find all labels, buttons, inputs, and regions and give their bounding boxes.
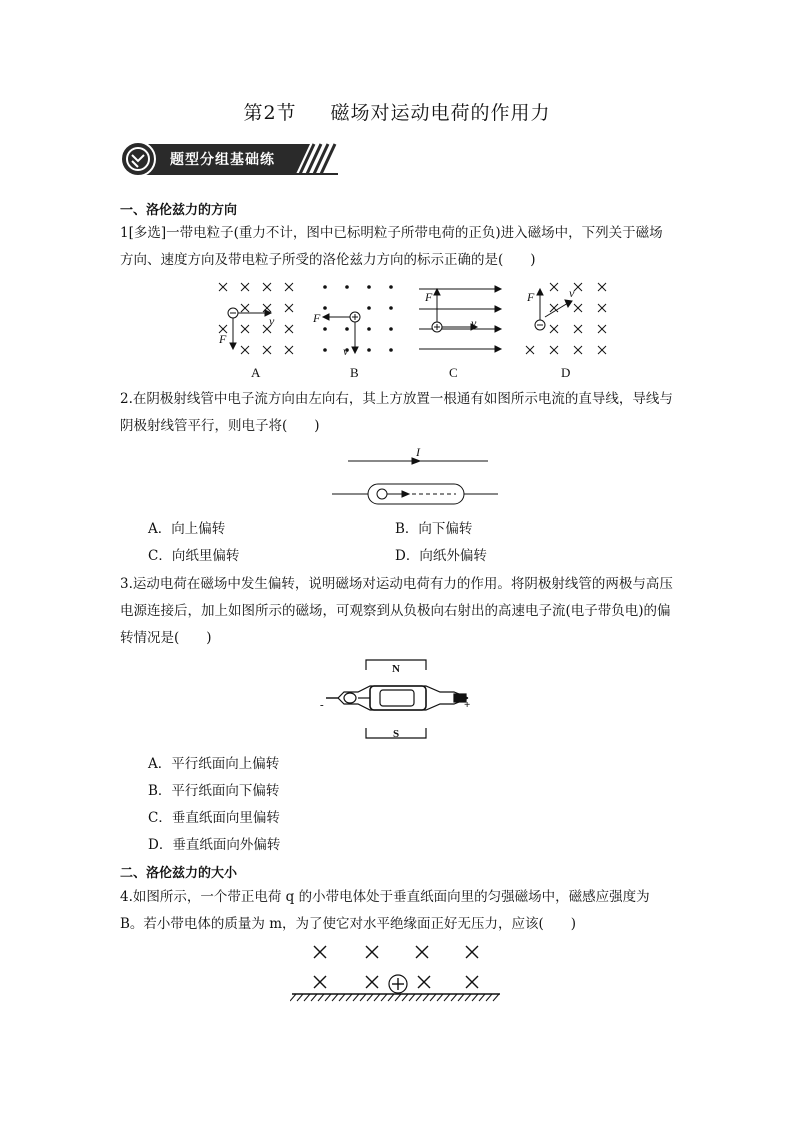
field-cross xyxy=(526,346,534,354)
ground-hatch xyxy=(472,994,478,1001)
ground-hatch xyxy=(486,994,492,1001)
field-arrow xyxy=(495,306,501,312)
q1-text: 1[多选]一带电粒子(重力不计，图中已标明粒子所带电荷的正负)进入磁场中，下列关于磁场方向、速度方向及带电粒子所受的洛伦兹力方向的标示正确的是( ) xyxy=(120,225,663,268)
q3-figure xyxy=(318,652,478,746)
banner-label: 题型分组基础练 xyxy=(170,152,275,168)
field-cross xyxy=(598,283,606,291)
q2-option-b[interactable]: B．向下偏转 xyxy=(395,521,473,537)
fig-b-v: v xyxy=(343,344,349,358)
ground-hatch xyxy=(381,994,387,1001)
field-arrow xyxy=(495,346,501,352)
part2-heading: 二、洛伦兹力的大小 xyxy=(120,866,238,881)
ground-hatch xyxy=(388,994,394,1001)
fig-label-d: D xyxy=(561,365,571,380)
fig-label-a: A xyxy=(251,365,261,380)
fig-label-b: B xyxy=(350,365,359,380)
plus-label: + xyxy=(464,699,471,711)
ground-hatch xyxy=(409,994,415,1001)
q4-text: 4.如图所示，一个带正电荷 q 的小带电体处于垂直纸面向里的匀强磁场中，磁感应强度为 B。若小带电体的质量为 m，为了使它对水平绝缘面正好无压力，应该( ) xyxy=(120,889,650,932)
fig-b xyxy=(323,312,360,353)
field-cross xyxy=(366,946,378,958)
q1-figures xyxy=(205,275,625,385)
field-cross xyxy=(418,976,430,988)
fig-d xyxy=(526,283,606,354)
field-cross xyxy=(241,325,249,333)
field-dot xyxy=(389,306,393,310)
field-cross xyxy=(241,283,249,291)
ground-hatch xyxy=(451,994,457,1001)
q2-option-c[interactable]: C．向纸里偏转 xyxy=(148,548,240,564)
ground-hatch xyxy=(493,994,499,1001)
ground-hatch xyxy=(395,994,401,1001)
fig-a-v: v xyxy=(269,314,275,328)
fig-c-f: F xyxy=(425,290,433,304)
q2-option-a[interactable]: A．向上偏转 xyxy=(148,521,226,537)
q3-option-c[interactable]: C．垂直纸面向里偏转 xyxy=(148,810,280,826)
field-arrow xyxy=(495,286,501,292)
field-cross xyxy=(598,325,606,333)
fig-a-f: F xyxy=(219,332,227,346)
field-cross xyxy=(574,325,582,333)
q2-text: 2.在阴极射线管中电子流方向由左向右，其上方放置一根通有如图所示电流的直导线，导线与阴极射线管平行，则电子将( ) xyxy=(120,391,673,434)
q3-option-b[interactable]: B．平行纸面向下偏转 xyxy=(148,783,280,799)
field-dot xyxy=(345,285,349,289)
field-cross xyxy=(598,346,606,354)
fig-d-v: v xyxy=(569,286,575,300)
field-dot xyxy=(323,285,327,289)
section-name: 磁场对运动电荷的作用力 xyxy=(330,102,551,124)
field-cross xyxy=(219,283,227,291)
fig-b-f: F xyxy=(313,311,321,325)
field-cross xyxy=(550,346,558,354)
part1-heading: 一、洛伦兹力的方向 xyxy=(120,203,238,218)
ground-hatch xyxy=(297,994,303,1001)
ground-hatch xyxy=(374,994,380,1001)
field-cross xyxy=(314,976,326,988)
field-cross xyxy=(466,946,478,958)
field-cross xyxy=(550,325,558,333)
ground-hatch xyxy=(339,994,345,1001)
q2-option-d[interactable]: D．向纸外偏转 xyxy=(395,548,487,564)
field-cross xyxy=(574,346,582,354)
q4-figure xyxy=(290,940,504,1006)
field-cross xyxy=(466,976,478,988)
field-cross xyxy=(550,304,558,312)
pole-s-label: S xyxy=(393,728,400,740)
field-dot xyxy=(389,285,393,289)
q3-option-d[interactable]: D．垂直纸面向外偏转 xyxy=(148,837,281,853)
field-cross xyxy=(285,325,293,333)
ground-hatch xyxy=(479,994,485,1001)
current-label: I xyxy=(416,445,420,459)
ground-hatch xyxy=(304,994,310,1001)
fig-d-f: F xyxy=(527,290,535,304)
ground-hatch xyxy=(290,994,296,1001)
field-dot xyxy=(367,285,371,289)
q3-option-a[interactable]: A．平行纸面向上偏转 xyxy=(148,756,280,772)
ground-hatch xyxy=(416,994,422,1001)
ground-hatch xyxy=(367,994,373,1001)
ground-hatch xyxy=(444,994,450,1001)
page-title xyxy=(0,98,794,125)
field-cross xyxy=(366,976,378,988)
ground-hatch xyxy=(332,994,338,1001)
field-dot xyxy=(345,327,349,331)
q3-text: 3.运动电荷在磁场中发生偏转，说明磁场对运动电荷有力的作用。将阴极射线管的两极与高压电源连接后，加上如图所示的磁场，可观察到从负极向右射出的高速电子流(电子带负电)的偏转情况是( ) xyxy=(120,576,673,646)
field-cross xyxy=(263,346,271,354)
section-banner xyxy=(118,140,340,182)
section-number: 第2节 xyxy=(243,102,297,124)
field-dot xyxy=(389,327,393,331)
ground-hatch xyxy=(458,994,464,1001)
field-dot xyxy=(367,327,371,331)
field-dot xyxy=(323,306,327,310)
fig-c-v: v xyxy=(471,316,477,330)
minus-label: - xyxy=(320,699,324,711)
ground-hatch xyxy=(465,994,471,1001)
ground-hatch xyxy=(346,994,352,1001)
field-arrow xyxy=(495,326,501,332)
ground-hatch xyxy=(353,994,359,1001)
field-cross xyxy=(416,946,428,958)
field-cross xyxy=(285,283,293,291)
pole-n-label: N xyxy=(392,663,400,675)
ground-hatch xyxy=(423,994,429,1001)
ground-hatch xyxy=(318,994,324,1001)
field-dot xyxy=(323,327,327,331)
field-dot xyxy=(323,348,327,352)
fig-a xyxy=(219,283,293,354)
field-cross xyxy=(285,346,293,354)
field-cross xyxy=(241,304,249,312)
field-cross xyxy=(574,304,582,312)
field-cross xyxy=(314,946,326,958)
q2-figure xyxy=(330,442,500,514)
field-dot xyxy=(367,306,371,310)
field-cross xyxy=(550,283,558,291)
field-cross xyxy=(598,304,606,312)
ground-hatch xyxy=(325,994,331,1001)
field-cross xyxy=(574,283,582,291)
field-cross xyxy=(285,304,293,312)
ground-hatch xyxy=(437,994,443,1001)
ground-hatch xyxy=(311,994,317,1001)
ground-hatch xyxy=(402,994,408,1001)
field-cross xyxy=(263,283,271,291)
fig-label-c: C xyxy=(449,365,458,380)
ground-hatch xyxy=(360,994,366,1001)
field-dot xyxy=(389,348,393,352)
ground-hatch xyxy=(430,994,436,1001)
field-dot xyxy=(367,348,371,352)
field-cross xyxy=(241,346,249,354)
